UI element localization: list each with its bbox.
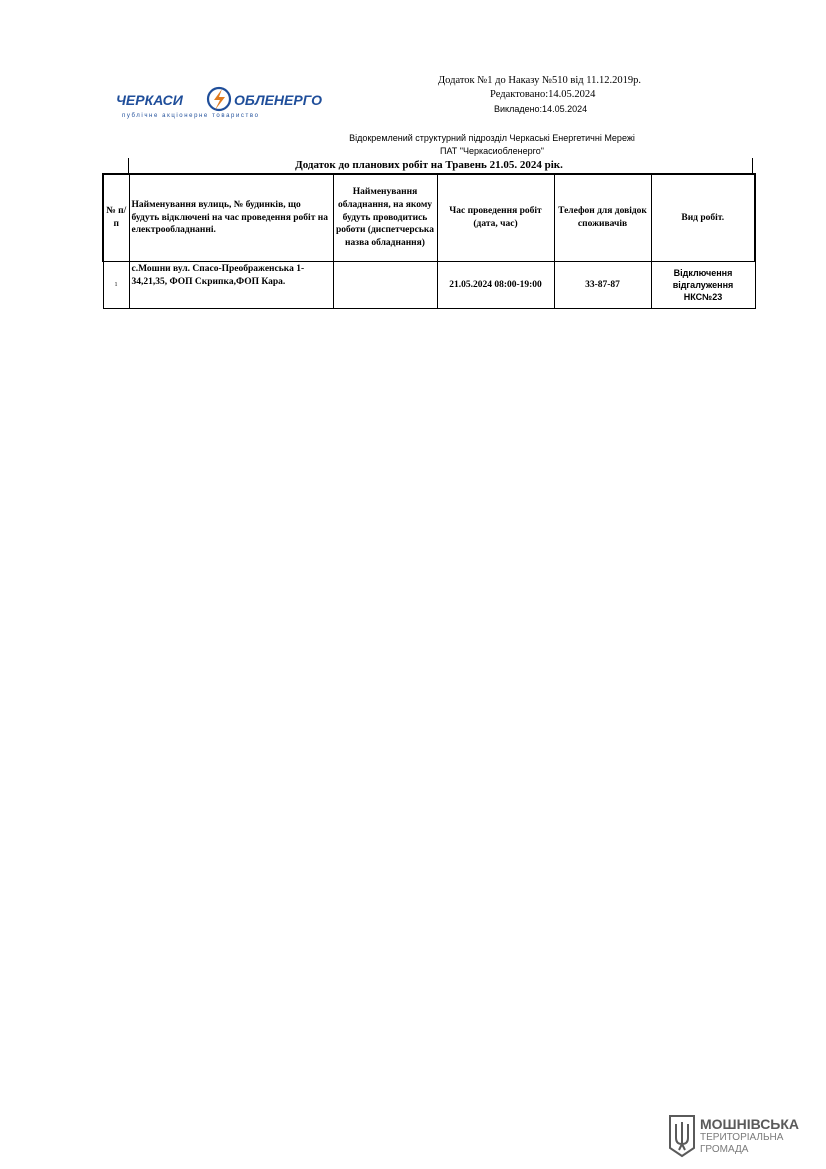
- published-line: Викладено:14.05.2024: [494, 104, 588, 114]
- table-row: [103, 262, 755, 309]
- col-header-work-type: Вид робіт.: [651, 174, 755, 262]
- col-header-time: Час проведення робіт (дата, час): [437, 174, 554, 262]
- watermark-line-1: МОШНІВСЬКА: [700, 1116, 800, 1132]
- edited-line: Редактовано:14.05.2024: [490, 89, 596, 100]
- watermark-line-2: ТЕРИТОРІАЛЬНА: [700, 1132, 784, 1143]
- col-header-equipment: Найменування обладнання, на якому будуть проводитись роботи (диспетчерська назва обладнання): [333, 174, 437, 262]
- org-line-1: Відокремлений структурний підрозділ Черкаські Енергетичні Мережі: [349, 133, 635, 143]
- row-time: 21.05.2024 08:00-19:00: [437, 262, 554, 309]
- col-header-streets: Найменування вулиць, № будинків, що будуть відключені на час проведення робіт на електрообладнанні.: [129, 174, 333, 262]
- caption-right-border: [752, 158, 753, 173]
- logo-right-word: ОБЛЕНЕРГО: [234, 92, 323, 108]
- logo-left-word: ЧЕРКАСИ: [116, 92, 183, 108]
- row-phone: 33-87-87: [554, 262, 651, 309]
- col-header-num: № п/п: [103, 174, 129, 262]
- community-watermark: [668, 1114, 808, 1160]
- table-caption: Додаток до планових робіт на Травень 21.05. 2024 рік.: [295, 159, 563, 171]
- table-header-row: [103, 174, 755, 262]
- row-equipment: [333, 262, 437, 309]
- row-work-type: Відключення відгалуження НКС№23: [651, 262, 755, 309]
- row-streets: с.Мошни вул. Спасо-Преображенська 1-34,21,35, ФОП Скрипка,ФОП Кара.: [129, 262, 333, 309]
- row-num: 1: [103, 262, 129, 309]
- trident-icon: [668, 1114, 696, 1158]
- col-header-phone: Телефон для довідок споживачів: [554, 174, 651, 262]
- company-logo: [116, 86, 338, 120]
- logo-subline: публічне акціонерне товариство: [122, 113, 260, 119]
- outage-table: [102, 173, 756, 309]
- appendix-line: Додаток №1 до Наказу №510 від 11.12.2019р.: [438, 75, 641, 86]
- watermark-line-3: ГРОМАДА: [700, 1144, 749, 1155]
- org-line-2: ПАТ "Черкасиобленерго": [440, 146, 544, 156]
